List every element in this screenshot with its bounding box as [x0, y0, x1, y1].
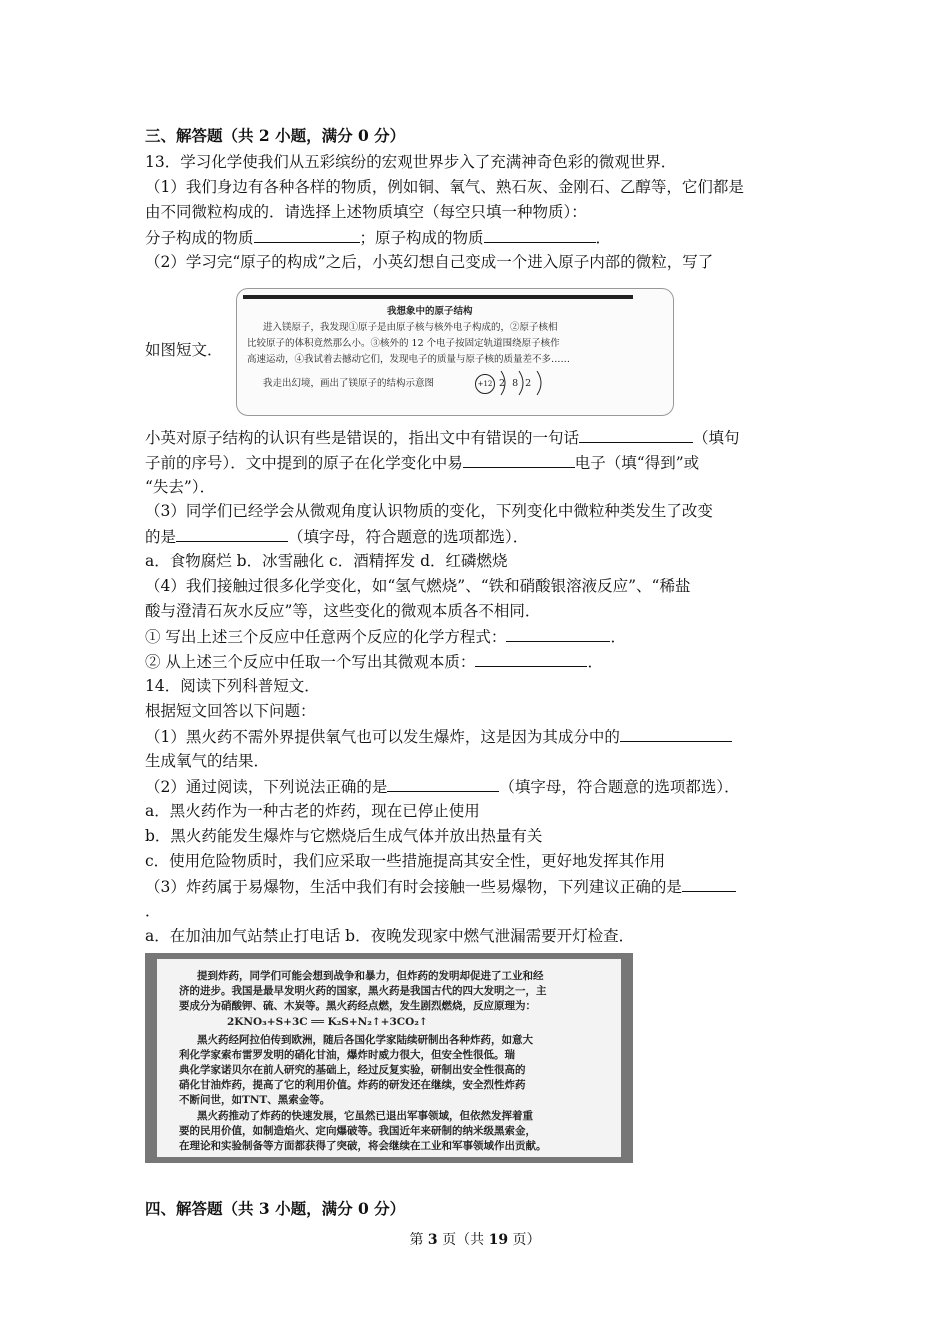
q13-atom-label: ；原子构成的物质: [359, 229, 484, 247]
page-footer: [0, 1229, 950, 1249]
article-line-10: 黑火药推动了炸药的快速发展，它虽然已退出军事领域，但依然发挥着重: [197, 1110, 533, 1122]
atom-structure-figure: [236, 288, 674, 416]
q13-p4-line2: 酸与澄清石灰水反应”等，这些变化的微观本质各不相同．: [145, 602, 541, 620]
q13-electron-prompt: 子前的序号）．文中提到的原子在化学变化中易: [145, 454, 463, 472]
q13-p4-period1: ．: [610, 628, 626, 646]
q13-p1-line2: 由不同微粒构成的．请选择上述物质填空（每空只填一种物质）：: [145, 203, 587, 221]
section-4-heading: 四、解答题（共 3 小题，满分 0 分）: [145, 1199, 406, 1218]
q14-option-b: b．黑火药能发生爆炸与它燃烧后生成气体并放出热量有关: [145, 827, 543, 845]
q13-p1-line3: [145, 226, 611, 249]
q13-micro-prompt: ② 从上述三个反应中任取一个写出其微观本质：: [145, 653, 476, 671]
figure1-title: 我想象中的原子结构: [387, 306, 473, 317]
answer-blank-molecule[interactable]: [254, 226, 360, 243]
footer-prefix: 第: [409, 1232, 428, 1248]
q13-equation-prompt: ① 写出上述三个反应中任意两个反应的化学方程式：: [145, 628, 507, 646]
q14-p2-line1: [145, 775, 740, 798]
figure1-line1: 进入镁原子，我发现①原子是由原子核与核外电子构成的，②原子核相: [263, 322, 558, 333]
q13-p3-line2: [145, 525, 528, 548]
q13-intro: 13．学习化学使我们从五彩缤纷的宏观世界步入了充满神奇色彩的微观世界．: [145, 153, 677, 171]
article-line-6: 利化学家索布雷罗发明的硝化甘油，爆炸时威力很大，但安全性很低。瑞: [179, 1049, 515, 1061]
article-line-9: 不断问世，如TNT、黑索金等。: [179, 1094, 331, 1106]
answer-blank-atom[interactable]: [484, 226, 596, 243]
q13-p1-line1: （1）我们身边有各种各样的物质，例如铜、氧气、熟石灰、金刚石、乙醇等，它们都是: [145, 178, 744, 196]
q13-p4-line1: （4）我们接触过很多化学变化，如“氢气燃烧”、“铁和硝酸银溶液反应”、“稀盐: [145, 577, 691, 595]
q13-p2-line4: “失去”）．: [145, 478, 216, 496]
answer-blank-particle-change[interactable]: [176, 525, 288, 542]
article-paper: [157, 959, 621, 1157]
article-line-2: 济的进步。我国是最早发明火药的国家，黑火药是我国古代的四大发明之一，主: [179, 985, 547, 997]
q14-option-a: a．黑火药作为一种古老的炸药，现在已停止使用: [145, 802, 480, 820]
q13-electron-hint: 电子（填“得到”或: [574, 454, 700, 472]
figure-top-bar: [243, 295, 633, 299]
q13-error-hint: （填句: [693, 429, 740, 447]
article-line-5: 黑火药经阿拉伯传到欧洲，随后各国化学家陆续研制出各种炸药，如意大: [197, 1034, 533, 1046]
article-line-1: 提到炸药，同学们可能会想到战争和暴力，但炸药的发明却促进了工业和经: [197, 970, 544, 982]
article-line-7: 典化学家诺贝尔在前人研究的基础上，经过反复实验，研制出安全性很高的: [179, 1064, 526, 1076]
q14-line2: 根据短文回答以下问题：: [145, 702, 316, 720]
answer-blank-electron[interactable]: [463, 451, 575, 468]
footer-total-pages: 19: [488, 1232, 509, 1248]
footer-middle: 页（共: [437, 1232, 489, 1248]
q13-p3-options: a．食物腐烂 b．冰雪融化 c．酒精挥发 d．红磷燃烧: [145, 552, 508, 570]
q13-error-prompt: 小英对原子结构的认识有些是错误的，指出文中有错误的一句话: [145, 429, 580, 447]
q13-p3-hint: （填字母，符合题意的选项都选）．: [288, 528, 529, 546]
article-line-12: 在理论和实验制备等方面都获得了突破，将会继续在工业和军事领域作出贡献。: [179, 1140, 547, 1152]
q14-intro: 14．阅读下列科普短文．: [145, 677, 320, 695]
article-line-8: 硝化甘油炸药，提高了它的利用价值。炸药的研发还在继续，安全烈性炸药: [179, 1079, 526, 1091]
footer-suffix: 页）: [508, 1232, 541, 1248]
q14-p3-line2: ．: [145, 902, 161, 920]
article-line-11: 要的民用价值，如制造焰火、定向爆破等。我国近年来研制的纳米级黑索金，: [179, 1125, 536, 1137]
q14-p1-prompt: （1）黑火药不需外界提供氧气也可以发生爆炸，这是因为其成分中的: [145, 728, 620, 746]
reaction-equation: 2KNO₃+S+3C ══ K₂S+N₂↑+3CO₂↑: [227, 1016, 428, 1028]
answer-blank-safety[interactable]: [682, 875, 736, 892]
figure1-line3: 高速运动，④我试着去撼动它们，发现电子的质量与原子核的质量差不多……: [247, 354, 571, 365]
q13-p2-line2: [145, 426, 740, 449]
q13-p4-line4: [145, 650, 603, 673]
section-3-heading: 三、解答题（共 2 小题，满分 0 分）: [145, 126, 406, 145]
q13-period: ．: [595, 229, 612, 247]
q14-p2-prompt: （2）通过阅读，下列说法正确的是: [145, 778, 388, 796]
q14-p3-prompt: （3）炸药属于易爆物，生活中我们有时会接触一些易爆物，下列建议正确的是: [145, 878, 682, 896]
q14-p2-hint: （填字母，符合题意的选项都选）．: [499, 778, 740, 796]
q14-p1-line2: 生成氧气的结果．: [145, 752, 270, 770]
black-powder-article-figure: [145, 953, 633, 1163]
q13-p4-line3: [145, 625, 626, 648]
q13-p3-prompt: 的是: [145, 528, 177, 546]
figure-caption-label: 如图短文．: [145, 341, 223, 359]
q14-option-c: c．使用危险物质时，我们应采取一些措施提高其安全性，更好地发挥其作用: [145, 852, 666, 870]
q14-p3-options: a．在加油加气站禁止打电话 b．夜晚发现家中燃气泄漏需要开灯检查．: [145, 927, 635, 945]
article-line-3: 要成分为硝酸钾、硫、木炭等。黑火药经点燃，发生剧烈燃烧，反应原理为：: [179, 1000, 536, 1012]
answer-blank-correct-statements[interactable]: [387, 775, 499, 792]
q13-molecule-label: 分子构成的物质: [145, 229, 254, 247]
answer-blank-error-sentence[interactable]: [579, 426, 693, 443]
q13-p3-line1: （3）同学们已经学会从微观角度认识物质的变化，下列变化中微粒种类发生了改变: [145, 502, 713, 520]
answer-blank-micro-essence[interactable]: [475, 650, 587, 667]
q13-p2-line3: [145, 451, 699, 474]
q13-p4-period2: ．: [587, 653, 603, 671]
answer-blank-equation[interactable]: [506, 625, 610, 642]
electron-shells: 2 8 2: [499, 378, 534, 389]
magnesium-nucleus-icon: +12: [475, 374, 495, 394]
figure1-line2: 比较原子的体积竟然那么小。③核外的 12 个电子按固定轨道围绕原子核作: [247, 338, 560, 349]
answer-blank-oxygen-source[interactable]: [620, 725, 732, 742]
q14-p1-line1: [145, 725, 732, 748]
q13-p2-line1: （2）学习完“原子的构成”之后，小英幻想自己变成一个进入原子内部的微粒，写了: [145, 253, 714, 271]
figure1-line4: 我走出幻境，画出了镁原子的结构示意图: [263, 378, 435, 389]
shell-arcs-icon: [493, 369, 553, 399]
q14-p3-line1: [145, 875, 736, 898]
footer-page-number: 3: [427, 1232, 438, 1248]
